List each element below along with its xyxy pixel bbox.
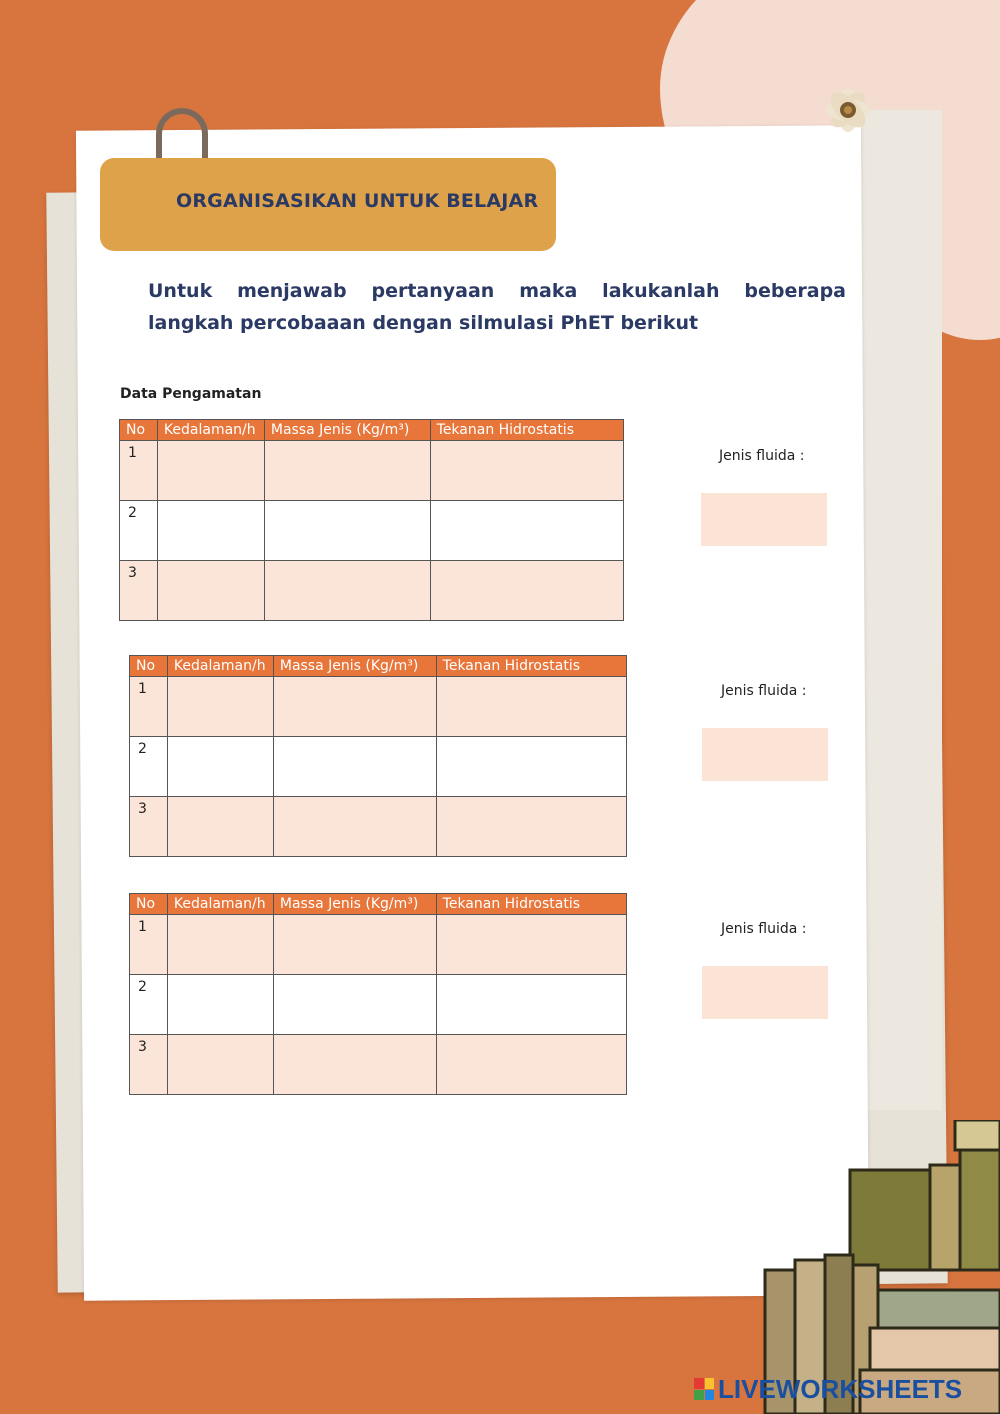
pressure-cell[interactable] (430, 441, 623, 501)
depth-cell[interactable] (167, 737, 273, 797)
column-header-density: Massa Jenis (Kg/m³) (273, 656, 436, 677)
column-header-pressure: Tekanan Hidrostatis (436, 894, 626, 915)
density-cell[interactable] (264, 561, 430, 621)
pressure-cell[interactable] (430, 501, 623, 561)
column-header-pressure: Tekanan Hidrostatis (430, 420, 623, 441)
paper-background (860, 110, 942, 1110)
depth-cell[interactable] (167, 677, 273, 737)
depth-cell[interactable] (157, 561, 264, 621)
row-number: 1 (130, 677, 168, 737)
pressure-cell[interactable] (436, 677, 626, 737)
books-icon (760, 1120, 1000, 1414)
table-row (130, 797, 627, 857)
depth-cell[interactable] (157, 501, 264, 561)
density-cell[interactable] (273, 1035, 436, 1095)
table-row (130, 677, 627, 737)
pressure-cell[interactable] (436, 797, 626, 857)
page-title: ORGANISASIKAN UNTUK BELAJAR (176, 190, 539, 212)
column-header-density: Massa Jenis (Kg/m³) (273, 894, 436, 915)
depth-cell[interactable] (167, 915, 273, 975)
pressure-cell[interactable] (436, 737, 626, 797)
density-cell[interactable] (273, 737, 436, 797)
pressure-cell[interactable] (436, 1035, 626, 1095)
observation-table-3 (129, 893, 627, 1095)
depth-cell[interactable] (167, 797, 273, 857)
watermark: LIVEWORKSHEETS (718, 1374, 963, 1404)
column-header-no: No (130, 656, 168, 677)
table-row (130, 1035, 627, 1095)
table-row (130, 737, 627, 797)
density-cell[interactable] (273, 915, 436, 975)
observation-table-1 (119, 419, 624, 621)
table-row (120, 441, 624, 501)
row-number: 1 (130, 915, 168, 975)
column-header-pressure: Tekanan Hidrostatis (436, 656, 626, 677)
instruction-text: Untuk menjawab pertanyaan maka lakukanlah beberapa langkah percobaaan dengan silmulasi PhET berikut (148, 280, 846, 334)
column-header-no: No (120, 420, 158, 441)
column-header-depth: Kedalaman/h (157, 420, 264, 441)
column-header-no: No (130, 894, 168, 915)
pressure-cell[interactable] (436, 915, 626, 975)
row-number: 2 (130, 975, 168, 1035)
row-number: 3 (130, 797, 168, 857)
fluid-input[interactable] (701, 493, 827, 546)
depth-cell[interactable] (167, 975, 273, 1035)
fluid-input[interactable] (702, 966, 828, 1019)
liveworksheets-logo-icon (694, 1378, 714, 1400)
section-label: Data Pengamatan (120, 386, 262, 402)
column-header-depth: Kedalaman/h (167, 894, 273, 915)
row-number: 2 (130, 737, 168, 797)
fluid-label: Jenis fluida : (719, 448, 805, 464)
fluid-input[interactable] (702, 728, 828, 781)
row-number: 1 (120, 441, 158, 501)
pressure-cell[interactable] (436, 975, 626, 1035)
density-cell[interactable] (273, 797, 436, 857)
density-cell[interactable] (264, 501, 430, 561)
density-cell[interactable] (264, 441, 430, 501)
table-row (120, 501, 624, 561)
fluid-label: Jenis fluida : (721, 683, 807, 699)
pressure-cell[interactable] (430, 561, 623, 621)
table-row (130, 915, 627, 975)
density-cell[interactable] (273, 677, 436, 737)
table-row (120, 561, 624, 621)
depth-cell[interactable] (157, 441, 264, 501)
row-number: 3 (130, 1035, 168, 1095)
row-number: 2 (120, 501, 158, 561)
depth-cell[interactable] (167, 1035, 273, 1095)
column-header-density: Massa Jenis (Kg/m³) (264, 420, 430, 441)
column-header-depth: Kedalaman/h (167, 656, 273, 677)
observation-table-2 (129, 655, 627, 857)
density-cell[interactable] (273, 975, 436, 1035)
flower-icon (808, 70, 888, 150)
row-number: 3 (120, 561, 158, 621)
table-row (130, 975, 627, 1035)
fluid-label: Jenis fluida : (721, 921, 807, 937)
